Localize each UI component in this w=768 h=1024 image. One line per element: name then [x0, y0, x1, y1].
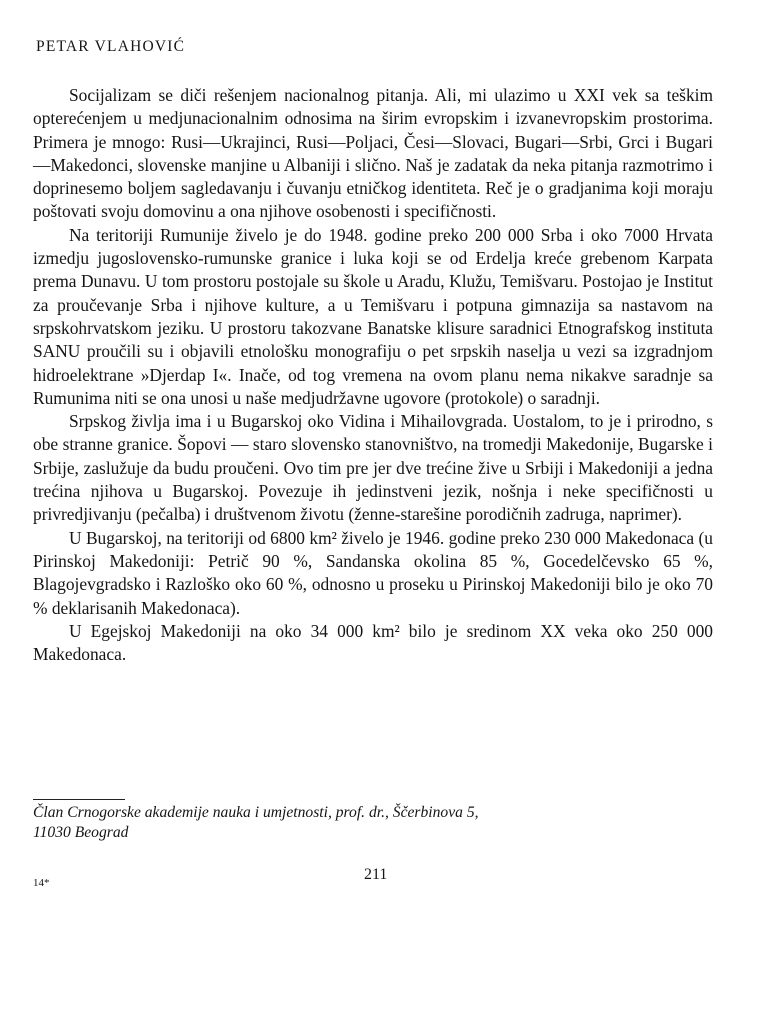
paragraph-5: U Egejskoj Makedoniji na oko 34 000 km² bilo je sredinom XX veka oko 250 000 Makedonaca.	[33, 620, 713, 665]
page-number: 211	[364, 866, 388, 883]
footnote-line-1: Član Crnogorske akademije nauka i umjetnosti, prof. dr., Ščerbinova 5,	[33, 804, 479, 821]
paragraph-1: Socijalizam se diči rešenjem nacionalnog pitanja. Ali, mi ulazimo u XXI vek sa teškim opterećenjem u medjunacionalnim odnosima na širim evropskim i izvanevropskim prostorima. Primera je mnogo: Rusi—Ukrajinci, Rusi—Poljaci, Česi—Slovaci, Bugari—Srbi, Grci i Bugari—Makedonci, slovenske manjine u Albaniji i slično. Naš je zadatak da neka pitanja razmotrimo i doprinesemo boljem sagledavanju i čuvanju etničkog identiteta. Reč je o gradjanima koji moraju poštovati svoju domovinu a ona njihove osobenosti i specifičnosti.	[33, 85, 713, 222]
printer-signature: 14*	[33, 877, 50, 889]
body-text	[33, 84, 713, 666]
running-head: PETAR VLAHOVIĆ	[36, 38, 186, 55]
paragraph-2: Na teritoriji Rumunije živelo je do 1948. godine preko 200 000 Srba i oko 7000 Hrvata izmedju jugoslovensko-rumunske granice i luka koji se od Erdelja kreće grebenom Karpata prema Dunavu. U tom prostoru postojale su škole u Aradu, Klužu, Temišvaru. Postojao je Institut za proučevanje Srba i njihove kulture, a u Temišvaru i potpuna gimnazija sa nastavom na srpskohrvatskom jeziku. U prostoru takozvane Banatske klisure saradnici Etnografskog instituta SANU proučili su i objavili etnološku monografiju o pet srpskih naselja u vezi sa izgradnjom hidroelektrane »Djerdap I«. Inače, od tog vremena na ovom planu nema nikakve saradnje sa Rumunima niti se ona unosi u naše medjudržavne ugovore (protokole) o saradnji.	[33, 224, 713, 408]
paragraph-3: Srpskog življa ima i u Bugarskoj oko Vidina i Mihailovgrada. Uostalom, to je i prirodno, s obe stranne granice. Šopovi — staro slovensko stanovništvo, na tromedji Makedonije, Bugarske i Srbije, zaslužuje da budu proučeni. Ovo tim pre jer dve trećine žive u Srbiji i Makedoniji a jedna trećina njihova u Bugarskoj. Povezuje ih jedinstveni jezik, nošnja i neke specifičnosti u privredjivanju (pečalba) i društvenom životu (ženne-starešine porodičnih zadruga, naprimer).	[33, 411, 713, 525]
paragraph-4: U Bugarskoj, na teritoriji od 6800 km² živelo je 1946. godine preko 230 000 Makedonaca (u Pirinskoj Makedoniji: Petrič 90 %, Sandanska okolina 85 %, Gocedelčevsko 65 %, Blagojevgradsko i Razloško oko 60 %, odnosno u proseku u Pirinskoj Makedoniji bilo je oko 70 % deklarisanih Makedonaca).	[33, 527, 713, 618]
footnote-divider	[33, 799, 125, 800]
author-footnote	[33, 803, 683, 843]
footnote-line-2: 11030 Beograd	[33, 824, 129, 841]
